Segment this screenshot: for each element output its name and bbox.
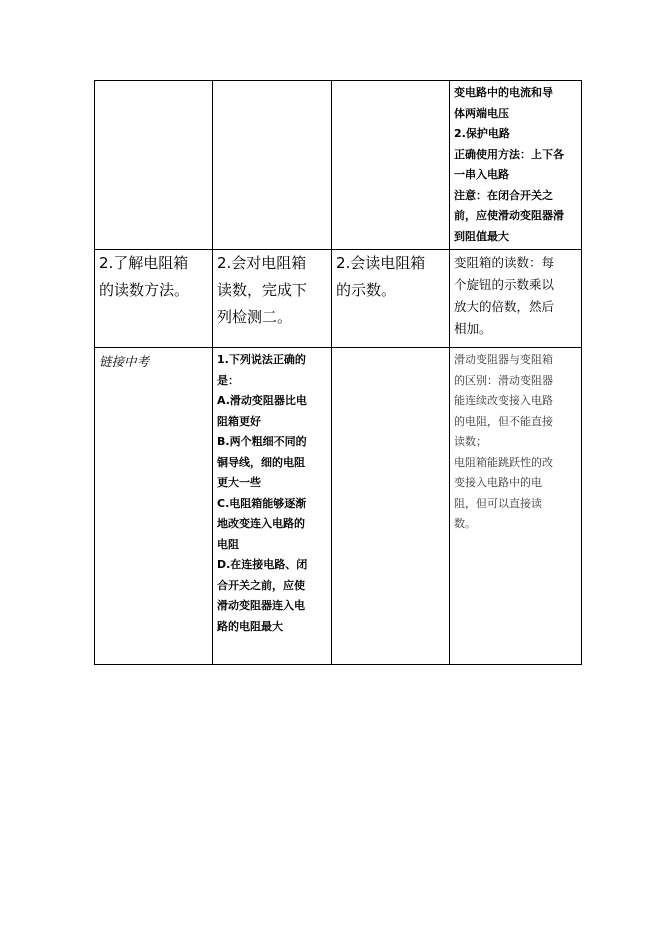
table-cell [450, 250, 582, 348]
text-line: 更大一些 [217, 476, 261, 489]
text-line: 相加。 [454, 321, 492, 336]
table-row [95, 81, 582, 250]
text-line: 路的电阻最大 [217, 619, 283, 633]
rheostat-usage-notes [450, 81, 581, 249]
text-line: 的示数。 [336, 281, 397, 299]
text-line: 1.下列说法正确的 [217, 353, 306, 366]
text-line: 个旋钮的示数乘以 [454, 277, 555, 292]
table-cell [95, 250, 213, 348]
text-line: 电阻 [217, 537, 239, 551]
comparison-note [450, 348, 581, 537]
text-line: 读数，完成下 [217, 281, 308, 299]
table-cell [213, 250, 332, 348]
text-line: 地改变连入电路的 [217, 517, 305, 530]
text-line: 阻，但可以直接读 [454, 496, 542, 510]
table-cell [332, 250, 450, 348]
text-line: 前，应使滑动变阻器滑 [454, 209, 564, 222]
text-line: 变阻箱的读数：每 [454, 255, 555, 270]
table-cell [450, 348, 582, 665]
text-line: 铜导线，细的电阻 [217, 455, 305, 469]
table-cell [213, 348, 332, 665]
text-line: 合开关之前，应使 [217, 578, 305, 592]
text-line: 的区别：滑动变阻器 [454, 373, 553, 387]
text-line: 体两端电压 [454, 106, 509, 120]
text-line: C.电阻箱能够逐渐 [217, 496, 307, 510]
table-cell [95, 348, 213, 665]
text-line: 正确使用方法：上下各 [454, 147, 564, 161]
table-cell [450, 81, 582, 250]
text-line: A.滑动变阻器比电 [217, 394, 307, 407]
text-line: 变接入电路中的电 [454, 476, 542, 489]
text-line: 变电路中的电流和导 [454, 86, 553, 99]
text-line: 一串入电路 [454, 168, 509, 181]
text-line: 列检测二。 [217, 308, 293, 326]
text-line: 滑动变阻器连入电 [217, 599, 305, 612]
exam-link-label: 链接中考 [99, 354, 150, 369]
text-line: 的电阻，但不能直接 [454, 414, 553, 428]
resistance-box-reading-note [450, 250, 581, 342]
text-line: B.两个粗细不同的 [217, 435, 307, 448]
table-cell [95, 81, 213, 250]
text-line: 2.会对电阻箱 [217, 254, 307, 272]
text-line: 阻箱更好 [217, 414, 261, 428]
text-line: D.在连接电路、闭 [217, 558, 308, 571]
text-line: 放大的倍数，然后 [454, 299, 555, 314]
table-cell [213, 81, 332, 250]
text-line: 到阻值最大 [454, 229, 509, 243]
text-line: 数。 [454, 517, 476, 530]
text-line: 的读数方法。 [99, 281, 190, 299]
table-row [95, 250, 582, 348]
text-line: 2.会读电阻箱 [336, 254, 426, 272]
text-line: 2.保护电路 [454, 127, 510, 140]
lesson-table [94, 80, 582, 665]
table-row [95, 348, 582, 665]
text-line: 电阻箱能跳跃性的改 [454, 455, 553, 469]
skill-text [332, 250, 449, 306]
text-line: 滑动变阻器与变阻箱 [454, 353, 553, 366]
task-text [213, 250, 331, 333]
text-line: 读数； [454, 435, 487, 448]
text-line: 2.了解电阻箱 [99, 254, 189, 272]
text-line: 能连续改变接入电路 [454, 394, 553, 407]
text-line: 注意：在闭合开关之 [454, 188, 553, 202]
exam-question [213, 348, 331, 639]
objective-text [95, 250, 212, 306]
text-line: 是： [217, 373, 239, 387]
table-cell [332, 348, 450, 665]
table-cell [332, 81, 450, 250]
